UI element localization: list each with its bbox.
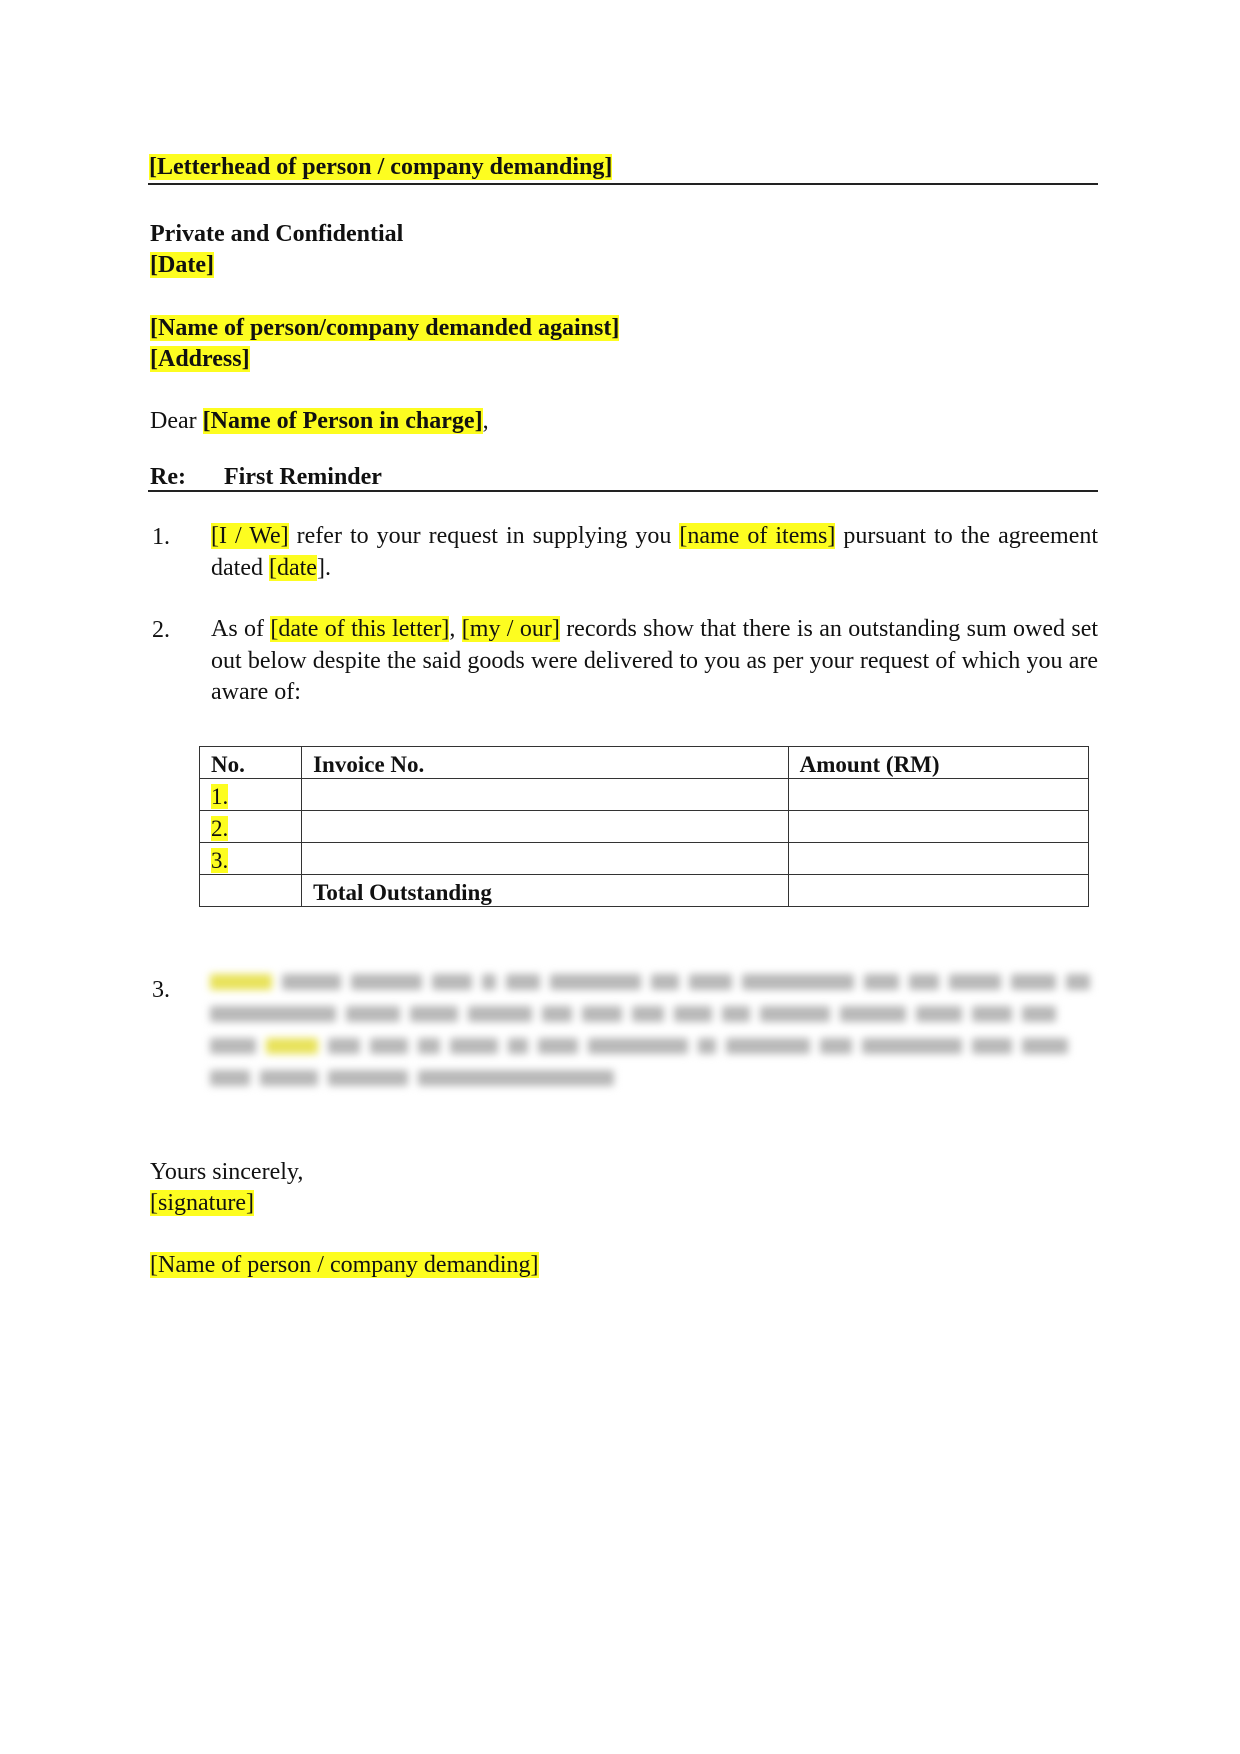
- para2-text: [211, 614, 1098, 709]
- subject-title: First Reminder: [224, 464, 382, 490]
- closing-name-placeholder: [Name of person / company demanding]: [150, 1252, 539, 1278]
- recipient-name: [150, 312, 619, 344]
- subject-rule: [148, 490, 1098, 492]
- para2-text-b: ,: [449, 616, 462, 642]
- date-placeholder: [Date]: [150, 252, 214, 278]
- para1-text: [211, 521, 1098, 584]
- table-header-amount: Amount (RM): [788, 747, 1088, 779]
- invoice-table: [199, 746, 1089, 907]
- table-total-amount: [788, 875, 1088, 907]
- closing-name: [150, 1249, 539, 1281]
- para1-date-open: [: [268, 554, 277, 581]
- para2-text-a: As of: [211, 616, 271, 642]
- para2-number: 2.: [152, 617, 170, 643]
- private-confidential: Private and Confidential: [150, 221, 404, 247]
- table-total-row: [200, 875, 1089, 907]
- table-cell-amount: [788, 779, 1088, 811]
- para1-items: [name of items]: [679, 523, 836, 549]
- signature-placeholder: [signature]: [150, 1190, 254, 1216]
- para1-text-b: pursuant to the agreement dated: [211, 523, 1099, 581]
- para2-text-c: records show that there is an outstanding sum owed set out below despite the said goods were delivered to you as per your request of which you are aware of:: [211, 616, 1099, 705]
- recipient-address-placeholder: [Address]: [150, 346, 250, 372]
- table-cell-no: [200, 779, 302, 811]
- para1-date: date: [276, 554, 317, 581]
- table-cell-no: [200, 811, 302, 843]
- table-row: [200, 811, 1089, 843]
- letterhead: [149, 151, 612, 183]
- table-cell-invoice: [302, 779, 789, 811]
- subject-label: Re:: [150, 464, 186, 490]
- para3-number: 3.: [152, 977, 170, 1003]
- salutation-suffix: ,: [482, 408, 489, 434]
- table-cell-no: [200, 843, 302, 875]
- para1-who: [I / We]: [211, 523, 289, 549]
- closing-yours: Yours sincerely,: [150, 1159, 304, 1185]
- table-row: [200, 843, 1089, 875]
- row-number: 1.: [211, 784, 229, 809]
- para3-blurred-text: [210, 966, 1100, 1094]
- row-number: 2.: [211, 816, 229, 841]
- row-number: 3.: [211, 848, 229, 873]
- recipient-name-placeholder: [Name of person/company demanded against]: [150, 315, 620, 341]
- para1-period: .: [324, 554, 331, 581]
- letterhead-rule: [148, 183, 1098, 185]
- table-cell-amount: [788, 843, 1088, 875]
- para2-my-our: [my / our]: [461, 616, 560, 642]
- table-cell-amount: [788, 811, 1088, 843]
- table-header-row: [200, 747, 1089, 779]
- letterhead-placeholder: [Letterhead of person / company demanding]: [149, 154, 613, 180]
- para1-number: 1.: [152, 524, 170, 550]
- table-cell-invoice: [302, 843, 789, 875]
- table-header-invoice: Invoice No.: [302, 747, 789, 779]
- salutation-prefix: Dear: [150, 408, 203, 434]
- date-line: [150, 249, 214, 281]
- para1-date-close: ]: [316, 554, 325, 581]
- closing-signature: [150, 1187, 254, 1219]
- salutation-name: [Name of Person in charge]: [202, 408, 483, 434]
- table-header-no: No.: [200, 747, 302, 779]
- recipient-address: [150, 343, 250, 375]
- table-total-label: Total Outstanding: [302, 875, 789, 907]
- para1-text-a: refer to your request in supplying you: [288, 523, 680, 549]
- table-row: [200, 779, 1089, 811]
- table-total-empty: [200, 875, 302, 907]
- table-cell-invoice: [302, 811, 789, 843]
- salutation: [150, 405, 489, 437]
- para2-letter-date: [date of this letter]: [270, 616, 450, 642]
